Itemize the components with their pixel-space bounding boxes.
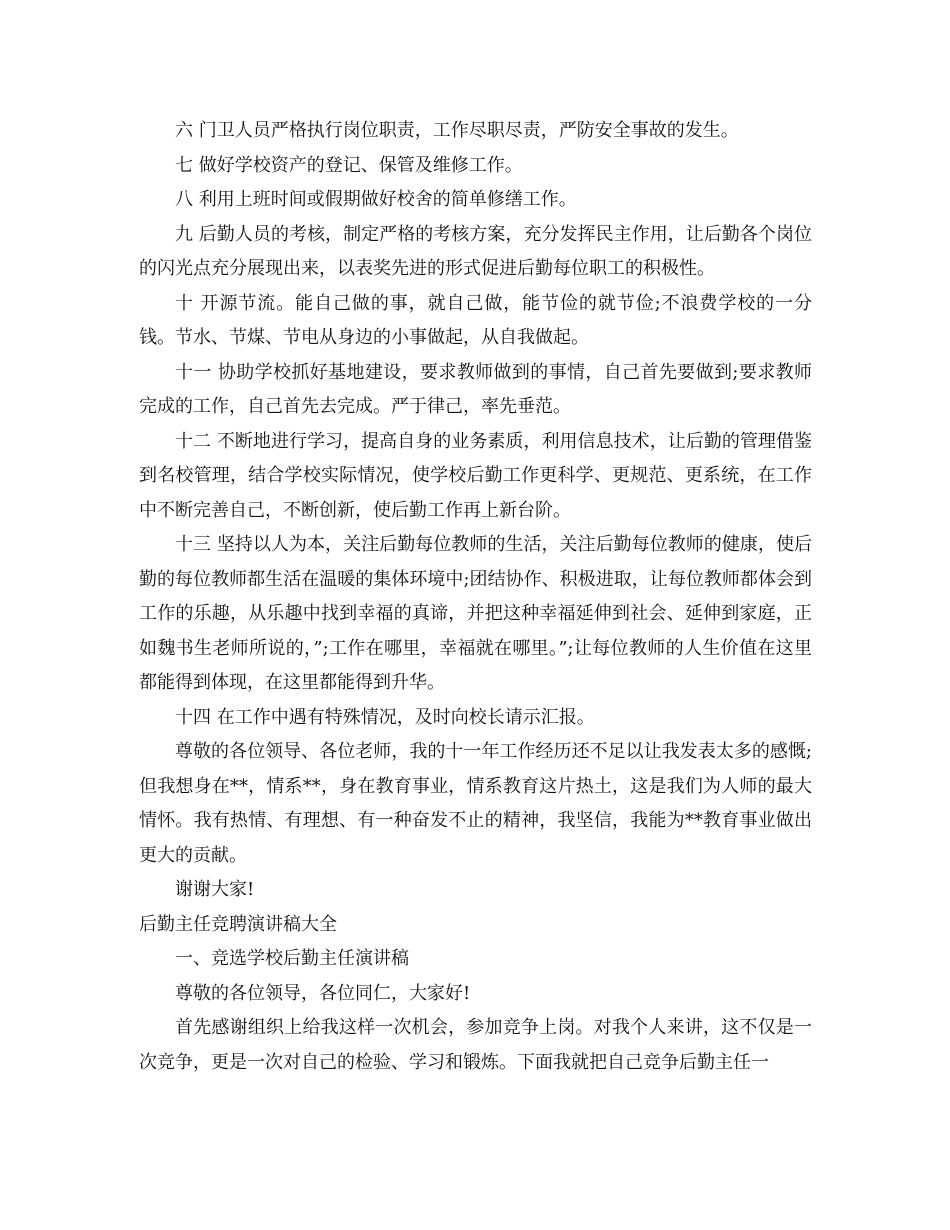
section-title: 后勤主任竞聘演讲稿大全 bbox=[139, 913, 337, 935]
paragraph-item-8: 八 利用上班时间或假期做好校舍的简单修缮工作。 bbox=[175, 189, 577, 210]
thanks-line: 谢谢大家! bbox=[175, 879, 255, 900]
paragraph-item-10: 十 开源节流。能自己做的事，就自己做，能节俭的就节俭;不浪费学校的一分钱。节水、节煤、节电从身边的小事做起，从自我做起。 bbox=[139, 292, 812, 348]
intro-paragraph: 首先感谢组织上给我这样一次机会，参加竞争上岗。对我个人来讲，这不仅是一次竞争，更是一次对自己的检验、学习和锻炼。下面我就把自己竞争后勤主任一 bbox=[139, 1017, 812, 1073]
paragraph-item-7: 七 做好学校资产的登记、保管及维修工作。 bbox=[175, 154, 523, 176]
subsection-heading: 一、竞选学校后勤主任演讲稿 bbox=[175, 948, 409, 969]
paragraph-item-6: 六 门卫人员严格执行岗位职责，工作尽职尽责，严防安全事故的发生。 bbox=[175, 120, 739, 141]
paragraph-item-14: 十四 在工作中遇有特殊情况，及时向校长请示汇报。 bbox=[175, 706, 595, 728]
closing-paragraph: 尊敬的各位领导、各位老师，我的十一年工作经历还不足以让我发表太多的感慨;但我想身在**，情系**，身在教育事业，情系教育这片热土，这是我们为人师的最大情怀。我有热情、有理想、有一种奋发不止的精神，我坚信，我能为**教育事业做出更大的贡献。 bbox=[139, 741, 812, 866]
paragraph-item-9: 九 后勤人员的考核，制定严格的考核方案，充分发挥民主作用，让后勤各个岗位的闪光点充分展现出来，以表奖先进的形式促进后勤每位职工的积极性。 bbox=[139, 223, 812, 279]
paragraph-item-12: 十二 不断地进行学习，提高自身的业务素质，利用信息技术，让后勤的管理借鉴到名校管理，结合学校实际情况，使学校后勤工作更科学、更规范、更系统，在工作中不断完善自己，不断创新，使后勤工作再上新台阶。 bbox=[139, 430, 812, 521]
paragraph-item-13: 十三 坚持以人为本，关注后勤每位教师的生活，关注后勤每位教师的健康，使后勤的每位教师都生活在温暖的集体环境中;团结协作、积极进取，让每位教师都体会到工作的乐趣，从乐趣中找到幸福的真谛，并把这种幸福延伸到社会、延伸到家庭，正如魏书生老师所说的，”;工作在哪里，幸福就在哪里。”;让每位教师的人生价值在这里都能得到体现，在这里都能得到升华。 bbox=[139, 534, 812, 693]
paragraph-item-11: 十一 协助学校抓好基地建设，要求教师做到的事情，自己首先要做到;要求教师完成的工作，自己首先去完成。严于律己，率先垂范。 bbox=[139, 361, 812, 417]
greeting-line: 尊敬的各位领导，各位同仁，大家好! bbox=[175, 982, 471, 1004]
document-body bbox=[139, 114, 812, 1080]
